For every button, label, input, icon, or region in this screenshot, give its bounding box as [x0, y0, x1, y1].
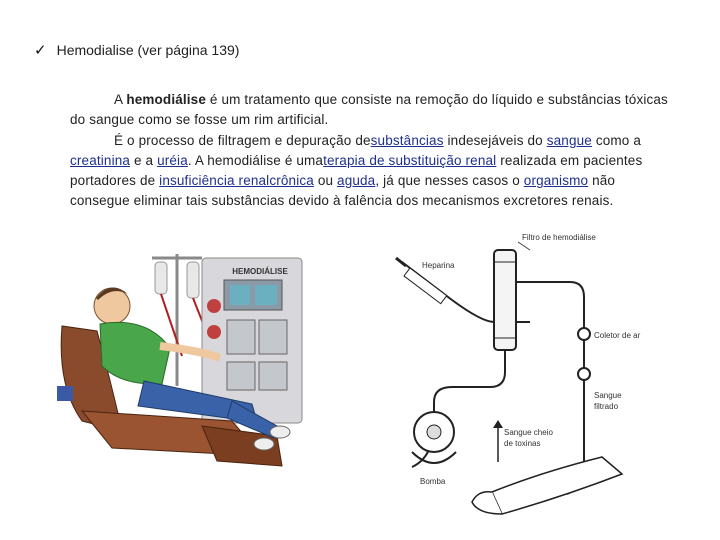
check-icon: ✓ — [34, 42, 47, 59]
label-sangue-filtrado-2: filtrado — [594, 402, 619, 411]
link-organismo[interactable]: organismo — [523, 173, 589, 188]
label-bomba: Bomba — [420, 477, 446, 486]
link-terapia-substituicao-renal[interactable]: terapia de substituição renal — [323, 153, 497, 168]
link-cronica[interactable]: crônica — [269, 173, 314, 188]
label-sangue-filtrado-1: Sangue — [594, 391, 622, 400]
link-insuficiencia-renal[interactable]: insuficiência renal — [159, 173, 270, 188]
hemodialysis-circuit-diagram — [372, 222, 662, 522]
link-creatinina[interactable]: creatinina — [70, 153, 131, 168]
machine-label: HEMODIÁLISE — [232, 267, 288, 276]
heading-text: Hemodialise (ver página 139) — [56, 42, 240, 58]
label-sangue-cheio-2: de toxinas — [504, 439, 541, 448]
link-ureia[interactable]: uréia — [157, 153, 188, 168]
paragraph-process: É o processo de filtragem e depuração desubstâncias indesejáveis do sangue como a creatinina e a uréia. A hemodiálise é umaterapia de substituição renal realizada em pacientes portadores de insuficiência renalcrônica ou aguda, já que nesses casos o organismo não consegue eliminar tais substâncias devido à falência dos mecanismos excretores renais. — [70, 133, 643, 208]
label-sangue-cheio-1: Sangue cheio — [504, 428, 553, 437]
section-heading — [34, 41, 239, 59]
term-hemodialise: hemodiálise — [126, 92, 206, 107]
label-filtro: Filtro de hemodiálise — [522, 233, 596, 242]
link-sangue[interactable]: sangue — [546, 133, 592, 148]
patient-dialysis-illustration — [52, 236, 314, 474]
link-aguda[interactable]: aguda — [337, 173, 376, 188]
label-heparina: Heparina — [422, 261, 455, 270]
paragraph-definition: A hemodiálise é um tratamento que consiste na remoção do líquido e substâncias tóxicas do sangue como se fosse um rim artificial. — [70, 92, 668, 127]
link-substancias[interactable]: substâncias — [370, 133, 444, 148]
label-coletor: Coletor de ar — [594, 331, 641, 340]
